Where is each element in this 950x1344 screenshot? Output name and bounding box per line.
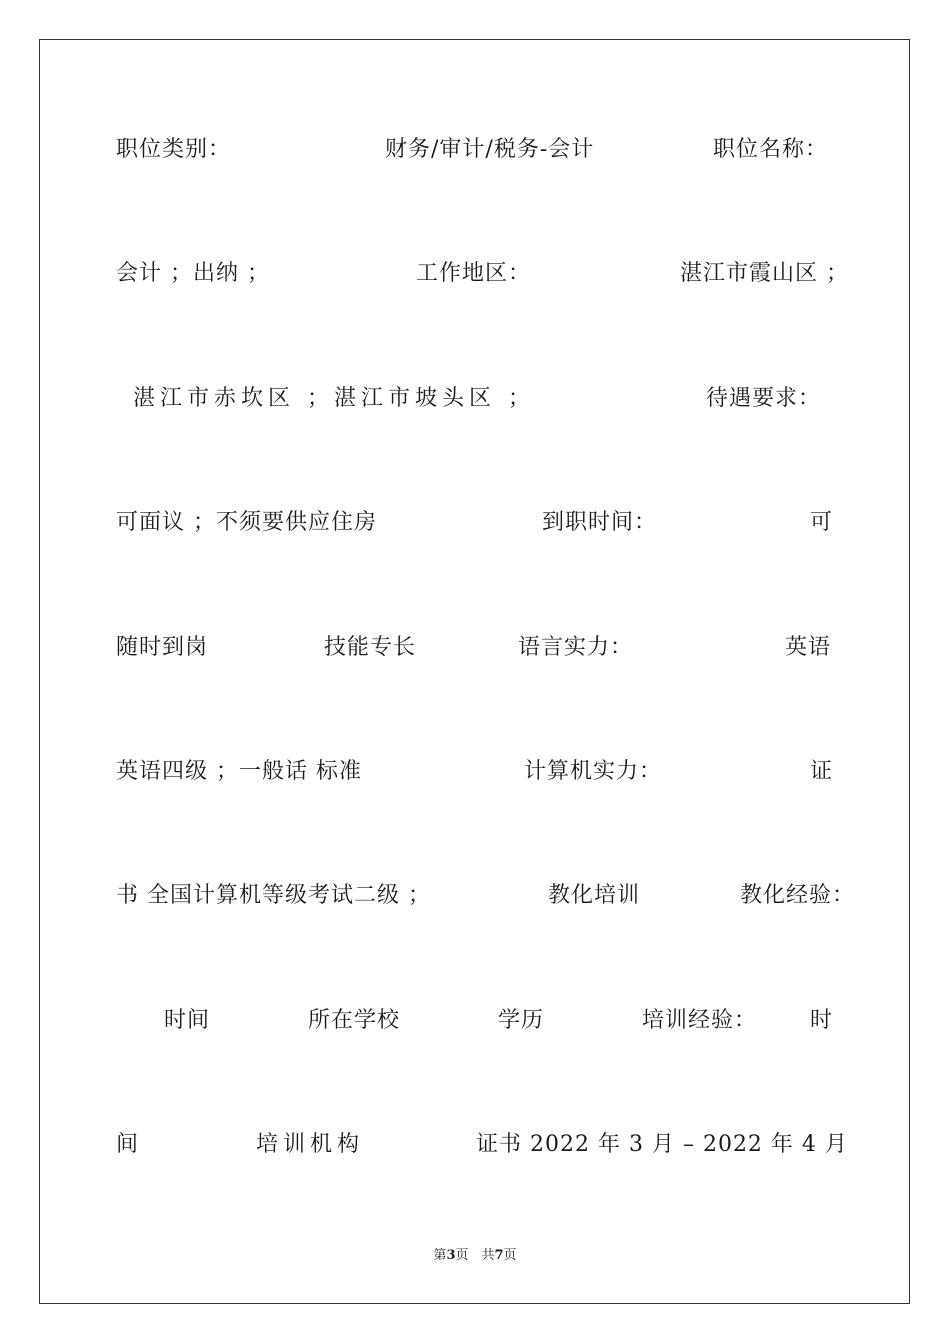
- heading-education: 教化培训: [548, 883, 641, 908]
- label-work-area: 工作地区：: [416, 261, 532, 286]
- value-computer-b: 书 全国计算机等级考试二级 ；: [116, 883, 431, 908]
- footer-current-page: 3: [446, 1248, 456, 1263]
- text-line-9: [0, 1129, 950, 1161]
- column-training-time-b: 间: [116, 1132, 140, 1157]
- value-language-a: 英语: [785, 635, 832, 660]
- column-certificate-and-dates: 证书 2022 年 3 月 – 2022 年 4 月: [476, 1132, 848, 1157]
- value-salary: 可面议 ；不须要供应住房: [116, 510, 377, 535]
- text-line-4: [0, 507, 950, 539]
- column-school: 所在学校: [308, 1008, 401, 1033]
- label-job-category: 职位类别：: [116, 137, 232, 162]
- text-line-1: [0, 134, 950, 166]
- text-line-2: [0, 258, 950, 290]
- text-line-5: [0, 632, 950, 664]
- text-line-7: [0, 880, 950, 912]
- footer-total-pages: 7: [494, 1248, 504, 1263]
- column-time: 时间: [164, 1008, 211, 1033]
- value-start-time-b: 随时到岗: [116, 635, 209, 660]
- value-work-area-1: 湛江市霞山区 ；: [680, 261, 849, 286]
- value-job-category: 财务/审计/税务-会计: [385, 137, 595, 162]
- label-start-time: 到职时间：: [542, 510, 658, 535]
- footer-prefix: 第: [433, 1248, 447, 1263]
- value-work-area-2: 湛江市赤坎区 ；湛江市坡头区 ；: [133, 386, 535, 411]
- footer-suffix: 页: [503, 1248, 517, 1263]
- label-computer: 计算机实力：: [524, 759, 663, 784]
- label-language: 语言实力：: [518, 635, 634, 660]
- text-line-3: [0, 383, 950, 415]
- value-computer-a: 证: [810, 759, 834, 784]
- value-job-title: 会计 ；出纳 ；: [116, 261, 270, 286]
- page-border: [39, 39, 910, 1304]
- value-language-b: 英语四级 ；一般话 标准: [116, 759, 362, 784]
- column-degree: 学历: [498, 1008, 545, 1033]
- page-number-footer: [0, 1246, 950, 1266]
- text-line-6: [0, 756, 950, 788]
- label-training-experience: 培训经验：: [642, 1008, 758, 1033]
- column-training-institution: 培训机构: [256, 1132, 365, 1157]
- footer-mid: 页 共: [455, 1248, 495, 1263]
- text-line-8: [0, 1005, 950, 1037]
- heading-skills: 技能专长: [324, 635, 417, 660]
- label-salary: 待遇要求：: [706, 386, 822, 411]
- label-job-title: 职位名称：: [713, 137, 829, 162]
- column-training-time-a: 时: [810, 1008, 834, 1033]
- value-start-time-a: 可: [810, 510, 834, 535]
- label-education-experience: 教化经验：: [740, 883, 856, 908]
